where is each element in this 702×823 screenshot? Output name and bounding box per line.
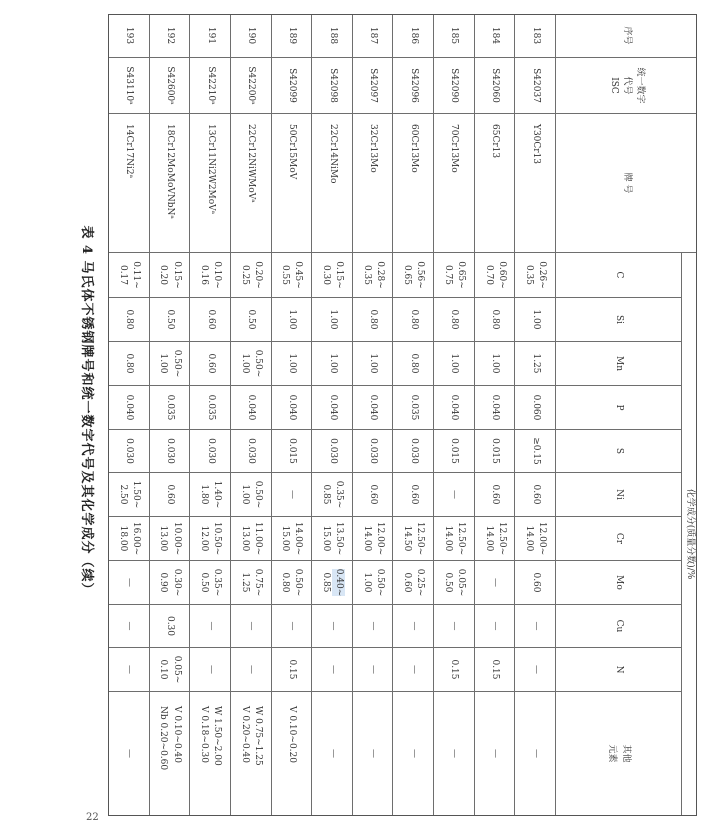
- page-number: 22: [86, 812, 99, 823]
- row-c: 0.10~ 0.16: [189, 253, 230, 298]
- row-grade: Y30Cr13: [514, 114, 555, 253]
- row-n: —: [514, 648, 555, 692]
- row-ni: 0.60: [352, 473, 393, 517]
- header-element-other: 其他 元素: [555, 692, 681, 816]
- row-other: —: [514, 692, 555, 816]
- row-cr: 16.00~ 18.00: [108, 517, 149, 561]
- row-other: W 1.50~2.00 V 0.18~0.30: [189, 692, 230, 816]
- row-c: 0.45~ 0.55: [271, 253, 312, 298]
- row-cu: —: [514, 605, 555, 648]
- row-c: 0.26~ 0.35: [514, 253, 555, 298]
- row-s: 0.030: [189, 430, 230, 473]
- row-cu: —: [271, 605, 312, 648]
- row-other: W 0.75~1.25 V 0.20~0.40: [230, 692, 271, 816]
- header-element-n: N: [555, 648, 681, 692]
- row-ni: 1.50~ 2.50: [108, 473, 149, 517]
- row-cu: 0.30: [149, 605, 190, 648]
- row-si: 0.80: [352, 298, 393, 342]
- row-mn: 0.80: [108, 342, 149, 386]
- row-cu: —: [108, 605, 149, 648]
- row-other: —: [108, 692, 149, 816]
- row-ni: 0.60: [149, 473, 190, 517]
- row-mo: 0.50~ 0.80: [271, 561, 312, 605]
- row-cr: 12.50~ 14.00: [433, 517, 474, 561]
- row-mn: 1.25: [514, 342, 555, 386]
- header-seq: 序号: [555, 14, 697, 58]
- row-c: 0.15~ 0.30: [311, 253, 352, 298]
- table-caption: 表 4 马氏体不锈钢牌号和统一数字代号及其化学成分（续）: [79, 225, 94, 597]
- row-grade: 50Cr15MoV: [271, 114, 312, 253]
- row-isc-code: S42200ᵃ: [230, 58, 271, 114]
- header-element-c: C: [555, 253, 681, 298]
- row-cr: 13.50~ 15.00: [311, 517, 352, 561]
- row-mn: 1.00: [474, 342, 515, 386]
- row-n: —: [392, 648, 433, 692]
- header-grade: 牌 号: [555, 114, 697, 253]
- header-element-cu: Cu: [555, 605, 681, 648]
- row-c: 0.11~ 0.17: [108, 253, 149, 298]
- row-cr: 10.50~ 12.00: [189, 517, 230, 561]
- row-n: 0.05~ 0.10: [149, 648, 190, 692]
- row-cu: —: [311, 605, 352, 648]
- row-cu: —: [433, 605, 474, 648]
- row-ni: 0.50~ 1.00: [230, 473, 271, 517]
- row-ni: 0.60: [514, 473, 555, 517]
- row-n: 0.15: [474, 648, 515, 692]
- row-isc-code: S42096: [392, 58, 433, 114]
- row-p: 0.035: [189, 386, 230, 430]
- header-element-ni: Ni: [555, 473, 681, 517]
- row-mn: 0.80: [392, 342, 433, 386]
- header-element-p: P: [555, 386, 681, 430]
- row-si: 0.50: [149, 298, 190, 342]
- row-mo: 0.40~ 0.85: [311, 561, 352, 605]
- row-grade: 14Cr17Ni2ᵃ: [108, 114, 149, 253]
- row-c: 0.20~ 0.25: [230, 253, 271, 298]
- row-cu: —: [230, 605, 271, 648]
- row-n: —: [189, 648, 230, 692]
- row-s: 0.015: [271, 430, 312, 473]
- row-c: 0.60~ 0.70: [474, 253, 515, 298]
- row-si: 0.60: [189, 298, 230, 342]
- row-ni: 0.60: [392, 473, 433, 517]
- row-seq: 185: [433, 14, 474, 58]
- row-p: 0.040: [311, 386, 352, 430]
- row-other: —: [352, 692, 393, 816]
- row-other: —: [433, 692, 474, 816]
- row-cr: 11.00~ 13.00: [230, 517, 271, 561]
- row-mo: 0.30~ 0.90: [149, 561, 190, 605]
- row-mo: 0.25~ 0.60: [392, 561, 433, 605]
- row-s: 0.030: [352, 430, 393, 473]
- row-ni: —: [271, 473, 312, 517]
- header-element-s: S: [555, 430, 681, 473]
- row-isc-code: S42600ᵃ: [149, 58, 190, 114]
- row-isc-code: S43110ᵃ: [108, 58, 149, 114]
- row-p: 0.040: [474, 386, 515, 430]
- row-si: 0.80: [474, 298, 515, 342]
- row-seq: 192: [149, 14, 190, 58]
- row-s: 0.030: [230, 430, 271, 473]
- row-p: 0.060: [514, 386, 555, 430]
- row-ni: 1.40~ 1.80: [189, 473, 230, 517]
- row-grade: 65Cr13: [474, 114, 515, 253]
- row-mn: 0.50~ 1.00: [230, 342, 271, 386]
- row-cu: —: [474, 605, 515, 648]
- row-s: 0.030: [149, 430, 190, 473]
- row-grade: 60Cr13Mo: [392, 114, 433, 253]
- row-cu: —: [392, 605, 433, 648]
- row-p: 0.035: [149, 386, 190, 430]
- row-other: V 0.10~0.40 Nb 0.20~0.60: [149, 692, 190, 816]
- row-si: 1.00: [514, 298, 555, 342]
- row-si: 0.50: [230, 298, 271, 342]
- row-isc-code: S42090: [433, 58, 474, 114]
- row-isc-code: S42097: [352, 58, 393, 114]
- row-mo: 0.60: [514, 561, 555, 605]
- row-s: 0.015: [433, 430, 474, 473]
- row-mn: 1.00: [311, 342, 352, 386]
- header-element-si: Si: [555, 298, 681, 342]
- row-seq: 193: [108, 14, 149, 58]
- row-s: 0.030: [108, 430, 149, 473]
- header-element-cr: Cr: [555, 517, 681, 561]
- row-cr: 12.00~ 14.00: [352, 517, 393, 561]
- row-si: 0.80: [392, 298, 433, 342]
- row-grade: 70Cr13Mo: [433, 114, 474, 253]
- row-n: 0.15: [271, 648, 312, 692]
- row-cr: 10.00~ 13.00: [149, 517, 190, 561]
- header-chem-title: 化学成分(质量分数)/%: [681, 253, 697, 816]
- row-mo: 0.50~ 1.00: [352, 561, 393, 605]
- row-isc-code: S42098: [311, 58, 352, 114]
- row-si: 0.80: [433, 298, 474, 342]
- row-other: V 0.10~0.20: [271, 692, 312, 816]
- row-cr: 12.50~ 14.00: [474, 517, 515, 561]
- table-frame: [108, 14, 697, 816]
- row-c: 0.28~ 0.35: [352, 253, 393, 298]
- row-p: 0.040: [108, 386, 149, 430]
- row-s: ≥0.15: [514, 430, 555, 473]
- row-seq: 189: [271, 14, 312, 58]
- row-ni: 0.60: [474, 473, 515, 517]
- row-seq: 184: [474, 14, 515, 58]
- row-mn: 0.60: [189, 342, 230, 386]
- row-isc-code: S42099: [271, 58, 312, 114]
- row-seq: 186: [392, 14, 433, 58]
- row-other: —: [474, 692, 515, 816]
- row-mo: 0.35~ 0.50: [189, 561, 230, 605]
- row-isc-code: S42060: [474, 58, 515, 114]
- row-mo: —: [474, 561, 515, 605]
- row-mn: 0.50~ 1.00: [149, 342, 190, 386]
- row-grade: 13Cr11Ni2W2MoVᵃ: [189, 114, 230, 253]
- row-cr: 12.00~ 14.00: [514, 517, 555, 561]
- header-isc-code: 统一数字 代号 ISC: [555, 58, 697, 114]
- row-si: 1.00: [311, 298, 352, 342]
- row-isc-code: S42210ᵃ: [189, 58, 230, 114]
- row-s: 0.030: [311, 430, 352, 473]
- row-cr: 12.50~ 14.50: [392, 517, 433, 561]
- row-n: —: [352, 648, 393, 692]
- row-s: 0.030: [392, 430, 433, 473]
- row-mo: 0.75~ 1.25: [230, 561, 271, 605]
- row-grade: 18Cr12MoMoVNbNᵃ: [149, 114, 190, 253]
- row-c: 0.65~ 0.75: [433, 253, 474, 298]
- row-c: 0.15~ 0.20: [149, 253, 190, 298]
- row-seq: 188: [311, 14, 352, 58]
- row-cr: 14.00~ 15.00: [271, 517, 312, 561]
- row-n: —: [108, 648, 149, 692]
- row-si: 1.00: [271, 298, 312, 342]
- row-mn: 1.00: [352, 342, 393, 386]
- row-grade: 22Cr14NiMo: [311, 114, 352, 253]
- row-grade: 22Cr12NiWMoVᵃ: [230, 114, 271, 253]
- row-mn: 1.00: [271, 342, 312, 386]
- row-mo: —: [108, 561, 149, 605]
- row-cu: —: [189, 605, 230, 648]
- row-other: —: [311, 692, 352, 816]
- row-seq: 183: [514, 14, 555, 58]
- row-cu: —: [352, 605, 393, 648]
- row-isc-code: S42037: [514, 58, 555, 114]
- row-n: —: [230, 648, 271, 692]
- row-seq: 190: [230, 14, 271, 58]
- header-element-mn: Mn: [555, 342, 681, 386]
- row-p: 0.040: [433, 386, 474, 430]
- row-p: 0.040: [230, 386, 271, 430]
- row-p: 0.040: [352, 386, 393, 430]
- header-element-mo: Mo: [555, 561, 681, 605]
- row-mo: 0.05~ 0.50: [433, 561, 474, 605]
- row-s: 0.015: [474, 430, 515, 473]
- row-seq: 191: [189, 14, 230, 58]
- row-p: 0.035: [392, 386, 433, 430]
- row-ni: —: [433, 473, 474, 517]
- row-other: —: [392, 692, 433, 816]
- row-mn: 1.00: [433, 342, 474, 386]
- row-si: 0.80: [108, 298, 149, 342]
- row-n: 0.15: [433, 648, 474, 692]
- row-grade: 32Cr13Mo: [352, 114, 393, 253]
- row-n: —: [311, 648, 352, 692]
- row-c: 0.56~ 0.65: [392, 253, 433, 298]
- row-seq: 187: [352, 14, 393, 58]
- row-ni: 0.35~ 0.85: [311, 473, 352, 517]
- row-p: 0.040: [271, 386, 312, 430]
